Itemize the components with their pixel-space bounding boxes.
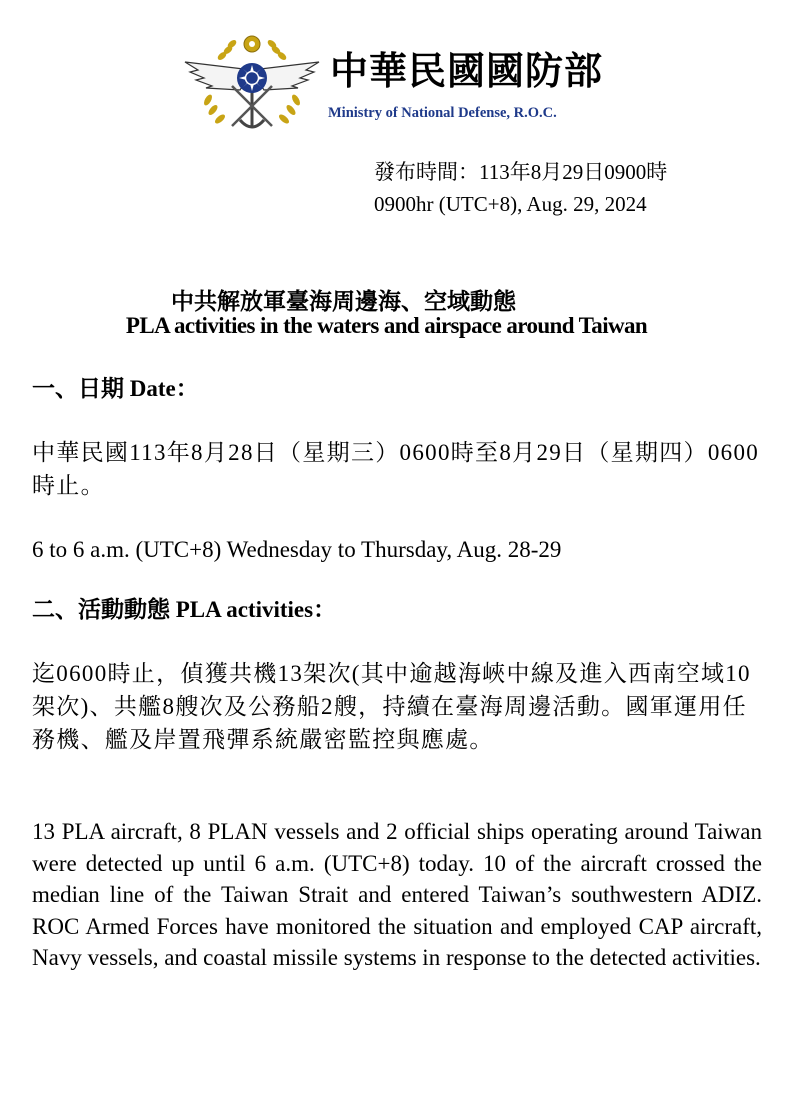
release-time-en: 0900hr (UTC+8), Aug. 29, 2024 — [374, 192, 647, 216]
page-title-cn: 中共解放軍臺海周邊海、空域動態 — [171, 289, 516, 314]
section-heading-activities: 二、活動動態 PLA activities： — [32, 597, 337, 622]
org-name-en: Ministry of National Defense, R.O.C. — [328, 105, 557, 121]
date-text-en: 6 to 6 a.m. (UTC+8) Wednesday to Thursday, Aug. 28-29 — [32, 537, 562, 562]
release-time-cn: 發布時間：113年8月29日0900時 — [374, 160, 668, 184]
org-name-cn: 中華民國國防部 — [330, 49, 604, 93]
activities-text-en: 13 PLA aircraft, 8 PLAN vessels and 2 official ships operating around Taiwan were detected up until 6 a.m. (UTC+8) today. 10 of the aircraft crossed the median line of the Taiwan Strait and entered Taiwan’s southwestern ADIZ. ROC Armed Forces have monitored the situation and employed CAP aircraft, Navy vessels, and coastal missile systems in response to the detected activities. — [32, 819, 762, 970]
page-title-en: PLA activities in the waters and airspace around Taiwan — [125, 313, 648, 338]
activities-text-cn: 迄0600時止，偵獲共機13架次(其中逾越海峽中線及進入西南空域10架次)、共艦8艘次及公務船2艘，持續在臺海周邊活動。國軍運用任務機、艦及岸置飛彈系統嚴密監控與應處。 — [32, 661, 751, 752]
date-text-cn: 中華民國113年8月28日（星期三）0600時至8月29日（星期四）0600時止。 — [32, 440, 760, 498]
mnd-emblem-icon — [180, 30, 325, 142]
section-heading-date: 一、日期 Date： — [32, 376, 199, 401]
